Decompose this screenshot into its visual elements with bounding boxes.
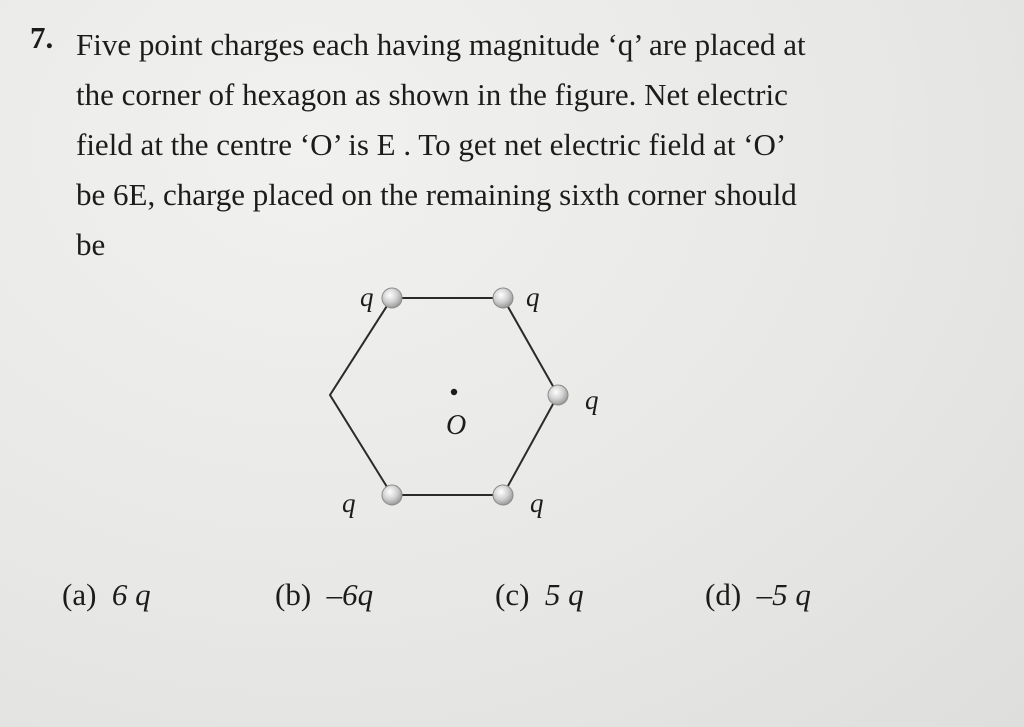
hexagon-outline [330, 298, 558, 495]
option-d-label: (d) [705, 577, 742, 612]
hexagon-figure [300, 270, 640, 530]
charge-bottom-right [493, 485, 513, 505]
charge-label-bottom-right: q [530, 488, 544, 518]
question-line-5: be [76, 227, 106, 262]
charge-label-top-left: q [360, 282, 374, 312]
question-line-3: field at the centre ‘O’ is E . To get net electric field at ‘O’ [76, 127, 787, 162]
center-dot [451, 389, 457, 395]
charge-label-top-right: q [526, 282, 540, 312]
charge-label-right: q [585, 385, 599, 415]
option-a-label: (a) [62, 577, 97, 612]
center-label-o: O [446, 410, 467, 441]
charge-top-left [382, 288, 402, 308]
option-d [705, 577, 811, 613]
charge-top-right [493, 288, 513, 308]
option-d-value: –5 q [756, 577, 811, 612]
question-number: 7. [30, 20, 54, 55]
question-text [76, 20, 956, 270]
option-a [62, 577, 151, 613]
question-line-2: the corner of hexagon as shown in the figure. Net electric [76, 77, 788, 112]
option-b-value: –6q [326, 577, 374, 612]
charge-right [548, 385, 568, 405]
option-c-value: 5 q [544, 577, 584, 612]
option-c-label: (c) [495, 577, 530, 612]
option-b [275, 577, 373, 613]
option-c [495, 577, 584, 613]
charge-bottom-left [382, 485, 402, 505]
option-a-value: 6 q [111, 577, 151, 612]
question-line-4: be 6E, charge placed on the remaining sixth corner should [76, 177, 797, 212]
option-b-label: (b) [275, 577, 312, 612]
charge-label-bottom-left: q [342, 488, 356, 518]
question-line-1: Five point charges each having magnitude ‘q’ are placed at [76, 27, 806, 62]
